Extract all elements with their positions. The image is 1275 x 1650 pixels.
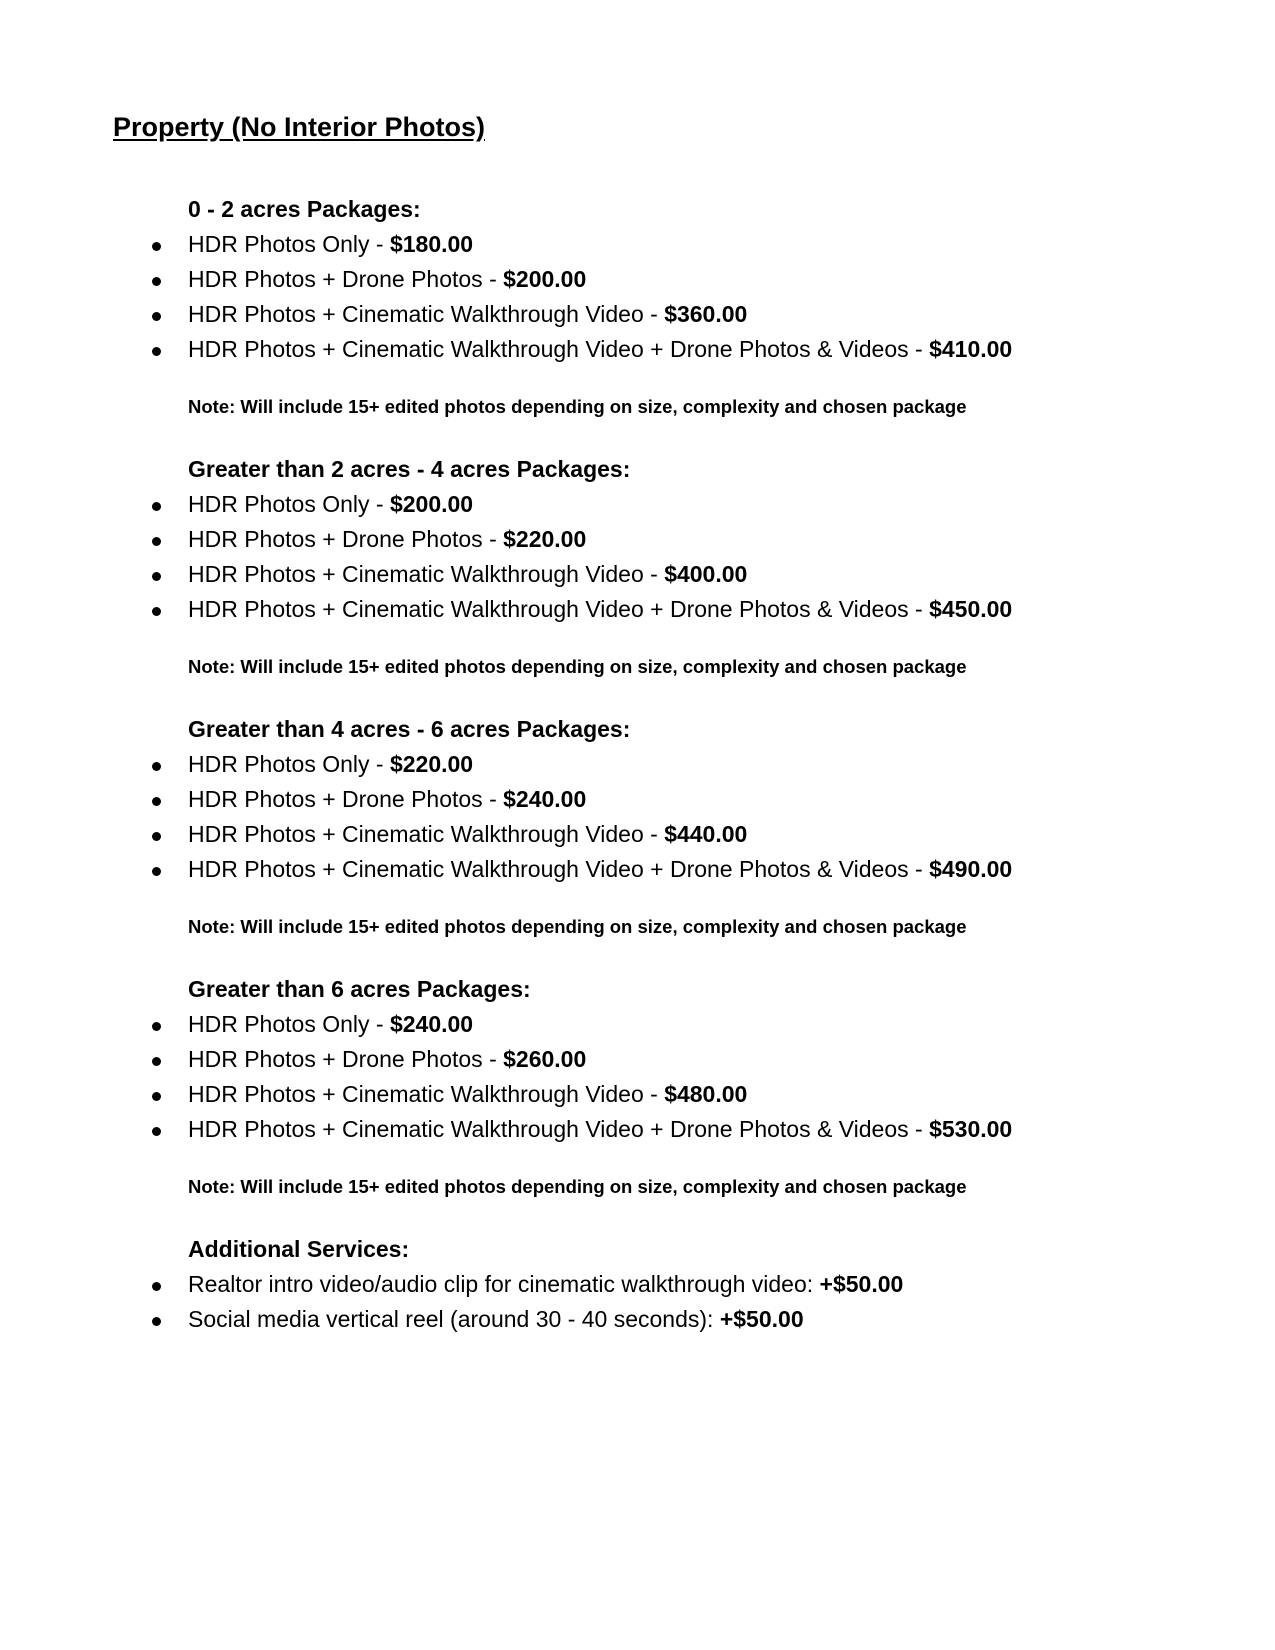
list-item	[0, 1046, 1275, 1076]
bullet-icon	[152, 277, 161, 286]
item-text	[188, 751, 473, 778]
bullet-icon	[152, 537, 161, 546]
section-heading: Greater than 2 acres - 4 acres Packages:	[188, 456, 631, 482]
item-price: $480.00	[664, 1081, 748, 1107]
item-label: HDR Photos Only -	[188, 491, 390, 517]
bullet-icon	[152, 867, 161, 876]
item-price: $240.00	[389, 1011, 474, 1037]
bullet-icon	[152, 312, 161, 321]
item-price: $240.00	[503, 786, 587, 812]
item-text	[188, 596, 1012, 623]
list-item	[0, 1116, 1275, 1146]
item-price: $410.00	[929, 336, 1013, 362]
list-item	[0, 821, 1275, 851]
item-label: HDR Photos + Cinematic Walkthrough Video -	[188, 1081, 665, 1107]
item-label: HDR Photos + Cinematic Walkthrough Video + Drone Photos & Videos -	[188, 856, 930, 882]
item-text	[188, 266, 586, 293]
item-price: $530.00	[929, 1116, 1013, 1142]
bullet-icon	[152, 1317, 161, 1326]
item-label: HDR Photos + Cinematic Walkthrough Video + Drone Photos & Videos -	[188, 596, 930, 622]
item-price: $360.00	[664, 301, 748, 327]
item-price: $260.00	[503, 1046, 587, 1072]
item-label: HDR Photos + Cinematic Walkthrough Video + Drone Photos & Videos -	[188, 336, 930, 362]
bullet-icon	[152, 762, 161, 771]
list-item	[0, 301, 1275, 331]
item-price: +$50.00	[719, 1306, 804, 1332]
item-text	[188, 301, 747, 328]
list-item	[0, 1271, 1275, 1301]
item-label: Social media vertical reel (around 30 - 40 seconds):	[188, 1306, 720, 1332]
item-text	[188, 1271, 903, 1298]
list-item	[0, 231, 1275, 261]
item-price: $200.00	[389, 491, 474, 517]
package-note: Note: Will include 15+ edited photos depending on size, complexity and chosen package	[188, 916, 967, 937]
list-item	[0, 266, 1275, 296]
list-item	[0, 561, 1275, 591]
list-item	[0, 336, 1275, 366]
item-label: HDR Photos + Drone Photos -	[188, 786, 504, 812]
item-price: +$50.00	[819, 1271, 904, 1297]
package-note: Note: Will include 15+ edited photos depending on size, complexity and chosen package	[188, 656, 967, 677]
item-label: HDR Photos + Drone Photos -	[188, 1046, 504, 1072]
item-text	[188, 1011, 473, 1038]
item-label: HDR Photos Only -	[188, 231, 390, 257]
list-item	[0, 786, 1275, 816]
bullet-icon	[152, 1057, 161, 1066]
list-item	[0, 596, 1275, 626]
item-price: $450.00	[929, 596, 1013, 622]
bullet-icon	[152, 797, 161, 806]
list-item	[0, 491, 1275, 521]
item-text	[188, 786, 586, 813]
item-text	[188, 491, 473, 518]
item-price: $200.00	[503, 266, 587, 292]
item-price: $490.00	[929, 856, 1013, 882]
item-label: HDR Photos Only -	[188, 1011, 390, 1037]
section-heading: Greater than 6 acres Packages:	[188, 976, 531, 1002]
bullet-icon	[152, 1092, 161, 1101]
list-item	[0, 1306, 1275, 1336]
item-label: HDR Photos Only -	[188, 751, 390, 777]
item-price: $220.00	[389, 751, 474, 777]
bullet-icon	[152, 347, 161, 356]
item-text	[188, 231, 473, 258]
bullet-icon	[152, 502, 161, 511]
bullet-icon	[152, 1127, 161, 1136]
list-item	[0, 1081, 1275, 1111]
item-label: HDR Photos + Cinematic Walkthrough Video -	[188, 301, 665, 327]
bullet-icon	[152, 1282, 161, 1291]
section-heading: Additional Services:	[188, 1236, 410, 1262]
bullet-icon	[152, 832, 161, 841]
section-heading: 0 - 2 acres Packages:	[188, 196, 421, 222]
item-label: HDR Photos + Cinematic Walkthrough Video -	[188, 821, 665, 847]
list-item	[0, 1011, 1275, 1041]
page-title: Property (No Interior Photos)	[113, 112, 486, 142]
list-item	[0, 856, 1275, 886]
item-text	[188, 526, 586, 553]
item-label: Realtor intro video/audio clip for cinematic walkthrough video:	[188, 1271, 820, 1297]
item-text	[188, 1306, 804, 1333]
item-price: $180.00	[389, 231, 474, 257]
item-text	[188, 336, 1012, 363]
item-text	[188, 856, 1012, 883]
package-note: Note: Will include 15+ edited photos depending on size, complexity and chosen package	[188, 1176, 967, 1197]
item-label: HDR Photos + Cinematic Walkthrough Video + Drone Photos & Videos -	[188, 1116, 930, 1142]
item-price: $220.00	[503, 526, 587, 552]
item-text	[188, 821, 747, 848]
item-label: HDR Photos + Drone Photos -	[188, 266, 504, 292]
section-heading: Greater than 4 acres - 6 acres Packages:	[188, 716, 631, 742]
bullet-icon	[152, 607, 161, 616]
item-text	[188, 561, 747, 588]
bullet-icon	[152, 1022, 161, 1031]
bullet-icon	[152, 572, 161, 581]
item-text	[188, 1046, 586, 1073]
item-label: HDR Photos + Cinematic Walkthrough Video -	[188, 561, 665, 587]
item-price: $400.00	[664, 561, 748, 587]
bullet-icon	[152, 242, 161, 251]
item-text	[188, 1081, 747, 1108]
item-text	[188, 1116, 1012, 1143]
item-price: $440.00	[664, 821, 748, 847]
item-label: HDR Photos + Drone Photos -	[188, 526, 504, 552]
package-note: Note: Will include 15+ edited photos depending on size, complexity and chosen package	[188, 396, 967, 417]
list-item	[0, 751, 1275, 781]
list-item	[0, 526, 1275, 556]
